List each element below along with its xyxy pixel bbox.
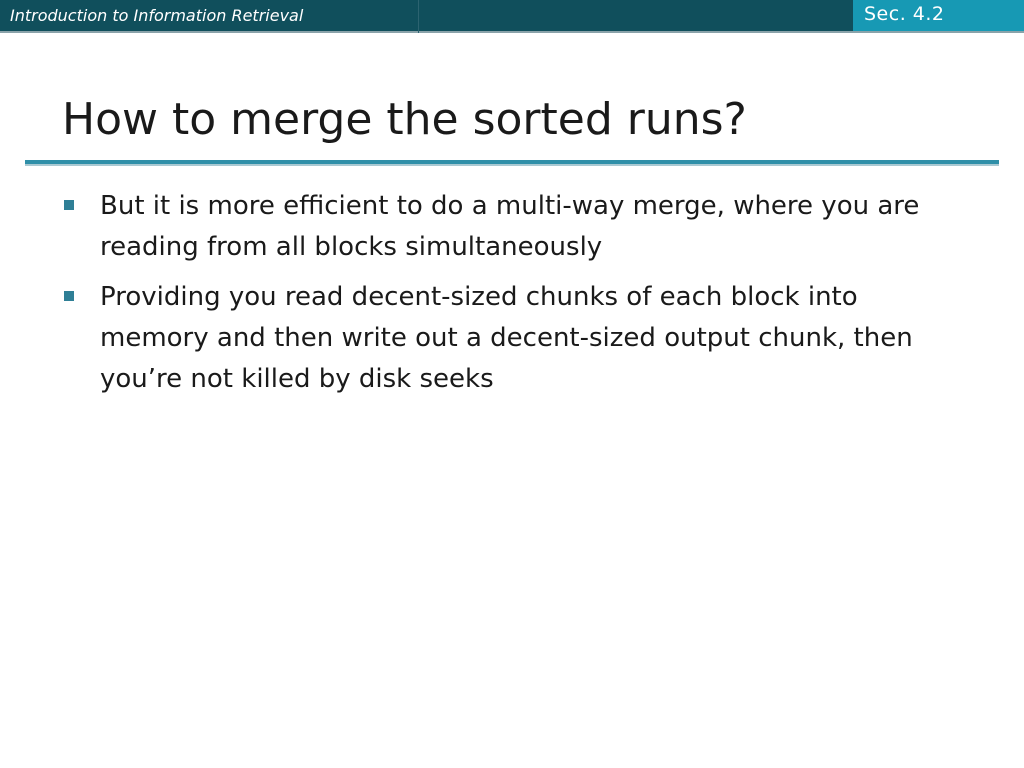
bullet-text: But it is more efficient to do a multi-way merge, where you are reading from all blocks simultaneously <box>100 191 920 262</box>
bullet-item <box>62 277 942 400</box>
section-label: Sec. 4.2 <box>864 3 945 25</box>
bullet-item <box>62 186 942 268</box>
section-badge <box>853 0 1024 31</box>
course-title: Introduction to Information Retrieval <box>10 6 304 25</box>
square-bullet-icon <box>64 291 74 301</box>
header-bar <box>0 0 1024 33</box>
title-underline <box>25 160 999 166</box>
square-bullet-icon <box>64 200 74 210</box>
page-title: How to merge the sorted runs? <box>62 94 747 145</box>
bullet-text: Providing you read decent-sized chunks of each block into memory and then write out a decent-sized output chunk, then you’re not killed by disk seeks <box>100 282 913 394</box>
bullet-list <box>62 186 942 409</box>
header-divider <box>418 0 419 33</box>
